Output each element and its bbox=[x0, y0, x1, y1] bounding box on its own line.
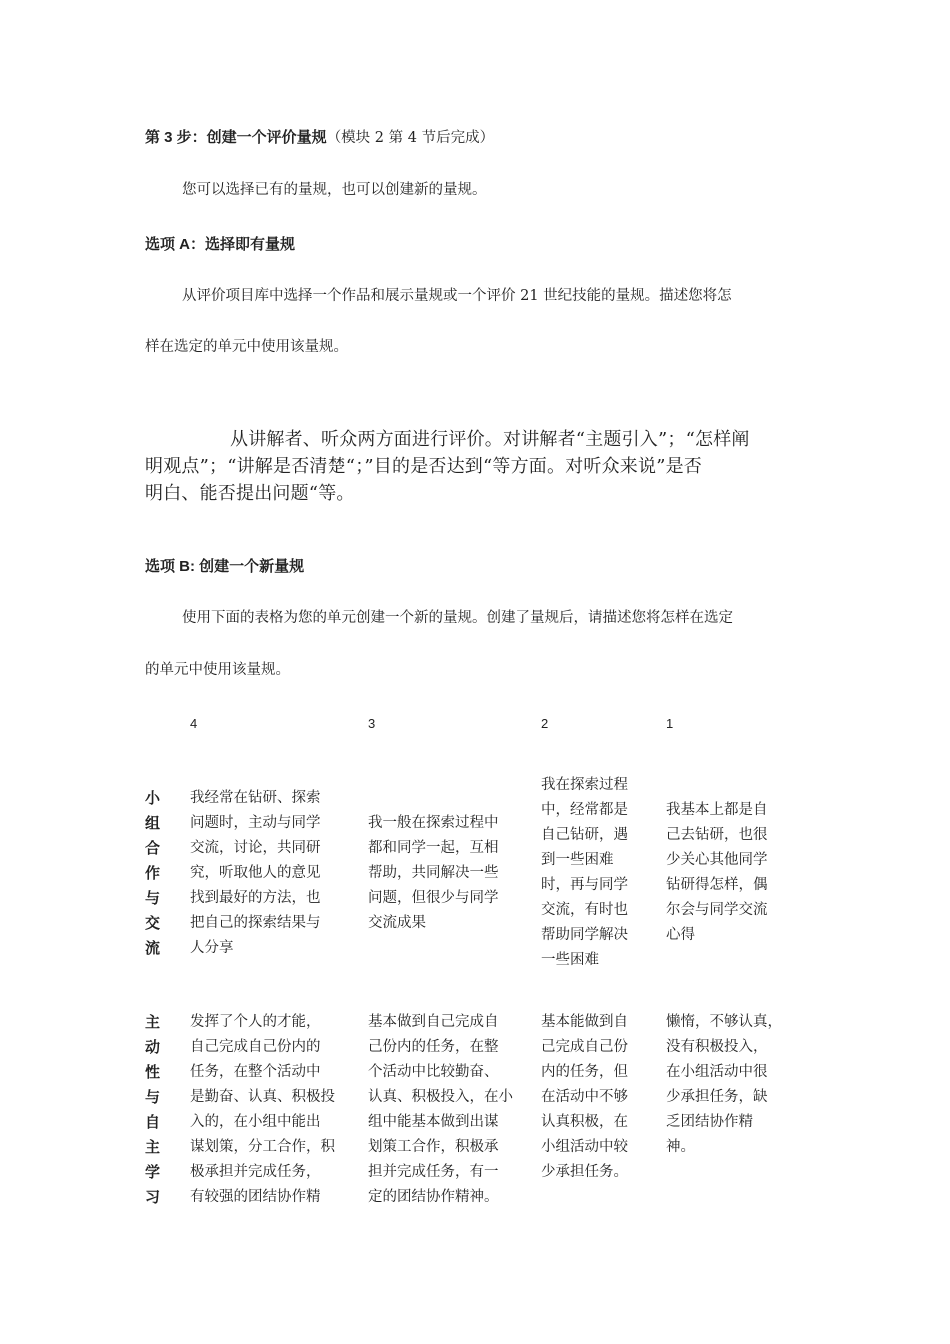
cell-line: 问题，但很少与同学 bbox=[368, 890, 499, 906]
row-label-char: 学 bbox=[145, 1164, 161, 1181]
cell-line: 谋划策，分工合作，积 bbox=[190, 1139, 335, 1155]
rubric-cell-collab-4 bbox=[190, 786, 321, 961]
cell-line: 定的团结协作精神。 bbox=[368, 1189, 499, 1205]
cell-line: 神。 bbox=[666, 1139, 695, 1155]
cell-line: 内的任务，但 bbox=[541, 1064, 628, 1080]
cell-line: 基本做到自己完成自 bbox=[368, 1014, 499, 1030]
cell-line: 任务，在整个活动中 bbox=[190, 1064, 321, 1080]
row-label-char: 动 bbox=[145, 1039, 161, 1056]
cell-line: 时，再与同学 bbox=[541, 877, 628, 893]
cell-line: 己份内的任务，在整 bbox=[368, 1039, 499, 1055]
cell-line: 我经常在钻研、探索 bbox=[190, 790, 321, 806]
rubric-cell-collab-1 bbox=[666, 798, 768, 948]
cell-line: 人分享 bbox=[190, 940, 234, 956]
cell-line: 有较强的团结协作精 bbox=[190, 1189, 321, 1205]
option-a-answer-line2: 明观点”；“讲解是否清楚“；”目的是否达到“等方面。对听众来说”是否 bbox=[145, 456, 703, 477]
cell-line: 交流成果 bbox=[368, 915, 426, 931]
cell-line: 发挥了个人的才能， bbox=[190, 1014, 321, 1030]
rubric-cell-collab-3 bbox=[368, 811, 499, 936]
row-label-char: 与 bbox=[145, 1089, 161, 1106]
cell-line: 把自己的探索结果与 bbox=[190, 915, 321, 931]
cell-line: 没有积极投入， bbox=[666, 1039, 768, 1055]
cell-line: 认真积极，在 bbox=[541, 1114, 628, 1130]
cell-line: 基本能做到自 bbox=[541, 1014, 628, 1030]
row-label-char: 与 bbox=[145, 890, 161, 907]
cell-line: 在小组活动中很 bbox=[666, 1064, 768, 1080]
rubric-cell-initiative-4 bbox=[190, 1010, 335, 1210]
cell-line: 是勤奋、认真、积极投 bbox=[190, 1089, 335, 1105]
rubric-cell-collab-2 bbox=[541, 773, 628, 973]
cell-line: 我一般在探索过程中 bbox=[368, 815, 499, 831]
row-label-char: 习 bbox=[145, 1189, 161, 1206]
cell-line: 己完成自己份 bbox=[541, 1039, 628, 1055]
cell-line: 担并完成任务，有一 bbox=[368, 1164, 499, 1180]
cell-line: 己去钻研，也很 bbox=[666, 827, 768, 843]
cell-line: 自己完成自己份内的 bbox=[190, 1039, 321, 1055]
row-label-char: 组 bbox=[145, 815, 161, 832]
cell-line: 在活动中不够 bbox=[541, 1089, 628, 1105]
step-title-bold: 第 3 步：创建一个评价量规 bbox=[145, 129, 327, 146]
cell-line: 认真、积极投入，在小 bbox=[368, 1089, 513, 1105]
cell-line: 少关心其他同学 bbox=[666, 852, 768, 868]
row-label-char: 小 bbox=[145, 790, 161, 807]
cell-line: 少承担任务，缺 bbox=[666, 1089, 768, 1105]
cell-line: 都和同学一起，互相 bbox=[368, 840, 499, 856]
option-a-desc-line1: 从评价项目库中选择一个作品和展示量规或一个评价 21 世纪技能的量规。描述您将怎 bbox=[182, 288, 732, 304]
option-a-heading: 选项 A：选择即有量规 bbox=[145, 236, 296, 253]
cell-line: 心得 bbox=[666, 927, 695, 943]
cell-line: 一些困难 bbox=[541, 952, 599, 968]
rubric-row-label-initiative bbox=[145, 1010, 165, 1210]
cell-line: 个活动中比较勤奋、 bbox=[368, 1064, 499, 1080]
cell-line: 到一些困难 bbox=[541, 852, 614, 868]
cell-line: 乏团结协作精 bbox=[666, 1114, 753, 1130]
cell-line: 入的，在小组中能出 bbox=[190, 1114, 321, 1130]
cell-line: 我基本上都是自 bbox=[666, 802, 768, 818]
cell-line: 帮助，共同解决一些 bbox=[368, 865, 499, 881]
cell-line: 帮助同学解决 bbox=[541, 927, 628, 943]
rubric-row-label-collaboration bbox=[145, 786, 165, 961]
option-b-heading: 选项 B: 创建一个新量规 bbox=[145, 558, 305, 575]
option-a-desc-line2: 样在选定的单元中使用该量规。 bbox=[145, 339, 348, 355]
score-header-1: 1 bbox=[666, 716, 674, 731]
cell-line: 自己钻研，遇 bbox=[541, 827, 628, 843]
cell-line: 钻研得怎样，偶 bbox=[666, 877, 768, 893]
row-label-char: 流 bbox=[145, 940, 161, 957]
step-intro: 您可以选择已有的量规，也可以创建新的量规。 bbox=[182, 182, 487, 198]
cell-line: 问题时，主动与同学 bbox=[190, 815, 321, 831]
option-b-desc-line2: 的单元中使用该量规。 bbox=[145, 662, 290, 678]
cell-line: 划策工合作，积极承 bbox=[368, 1139, 499, 1155]
cell-line: 懒惰，不够认真， bbox=[666, 1014, 782, 1030]
cell-line: 小组活动中较 bbox=[541, 1139, 628, 1155]
option-a-answer-line1: 从讲解者、听众两方面进行评价。对讲解者“主题引入”；“怎样阐 bbox=[230, 429, 750, 450]
rubric-cell-initiative-1 bbox=[666, 1010, 782, 1160]
step-title-note: （模块 2 第 4 节后完成） bbox=[326, 130, 495, 146]
cell-line: 尔会与同学交流 bbox=[666, 902, 768, 918]
row-label-char: 主 bbox=[145, 1139, 161, 1156]
cell-line: 交流，有时也 bbox=[541, 902, 628, 918]
cell-line: 少承担任务。 bbox=[541, 1164, 628, 1180]
cell-line: 我在探索过程 bbox=[541, 777, 628, 793]
cell-line: 中，经常都是 bbox=[541, 802, 628, 818]
cell-line: 极承担并完成任务， bbox=[190, 1164, 321, 1180]
cell-line: 组中能基本做到出谋 bbox=[368, 1114, 499, 1130]
row-label-char: 主 bbox=[145, 1014, 161, 1031]
row-label-char: 性 bbox=[145, 1064, 161, 1081]
row-label-char: 合 bbox=[145, 840, 161, 857]
step-title bbox=[145, 126, 494, 147]
row-label-char: 作 bbox=[145, 865, 161, 882]
score-header-3: 3 bbox=[368, 716, 376, 731]
rubric-cell-initiative-2 bbox=[541, 1010, 628, 1185]
cell-line: 究，听取他人的意见 bbox=[190, 865, 321, 881]
rubric-cell-initiative-3 bbox=[368, 1010, 513, 1210]
option-a-answer-line3: 明白、能否提出问题“等。 bbox=[145, 483, 355, 504]
score-header-4: 4 bbox=[190, 716, 198, 731]
option-b-desc-line1: 使用下面的表格为您的单元创建一个新的量规。创建了量规后，请描述您将怎样在选定 bbox=[182, 610, 733, 626]
score-header-2: 2 bbox=[541, 716, 549, 731]
cell-line: 找到最好的方法，也 bbox=[190, 890, 321, 906]
row-label-char: 交 bbox=[145, 915, 161, 932]
row-label-char: 自 bbox=[145, 1114, 161, 1131]
cell-line: 交流，讨论，共同研 bbox=[190, 840, 321, 856]
